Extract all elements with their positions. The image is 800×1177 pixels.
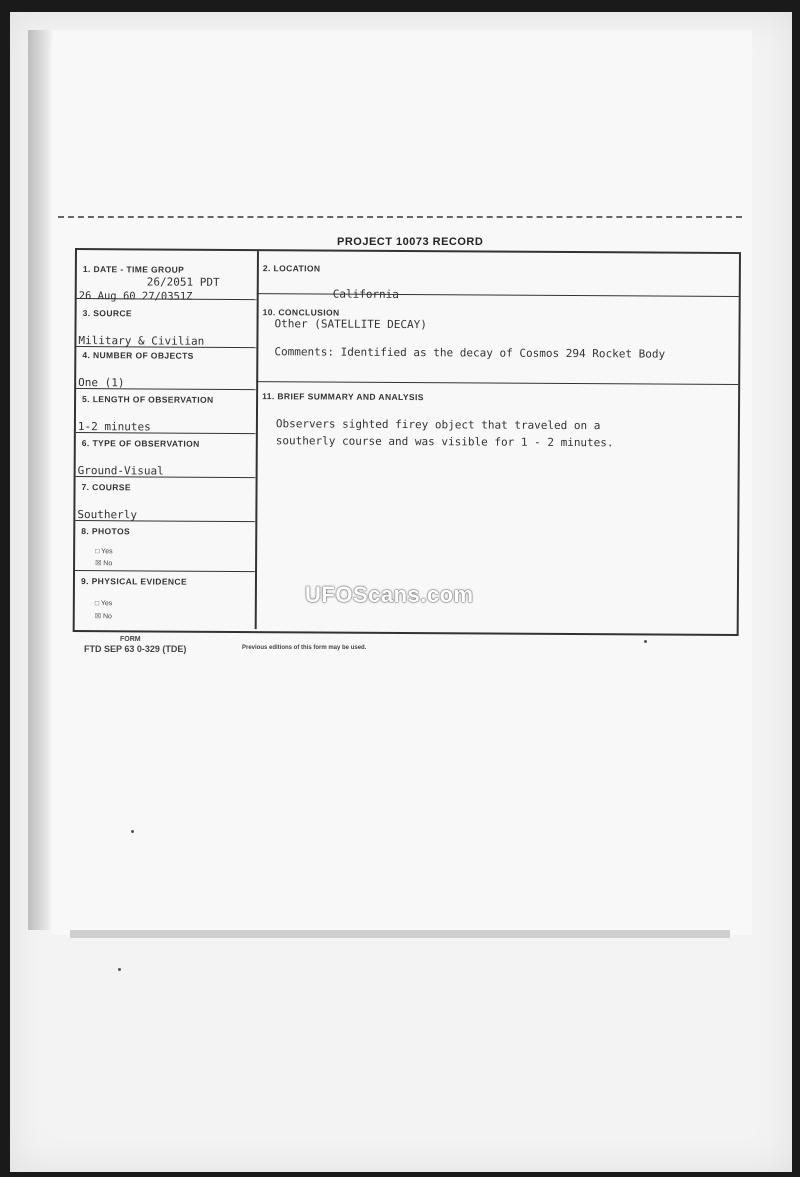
photos-yes-label: Yes [101,548,113,556]
checkbox-icon: □ [94,600,101,608]
form-label: FORM [120,636,141,643]
checkbox-icon: ☒ [94,613,104,621]
evidence-label: 9. PHYSICAL EVIDENCE [80,576,188,587]
form-id: FTD SEP 63 0-329 (TDE) [84,644,187,654]
speck [118,968,121,971]
objects-label: 4. NUMBER OF OBJECTS [82,350,194,361]
summary-line-1: Observers sighted firey object that traveled on a [275,417,601,433]
row-divider [257,293,739,297]
course-label: 7. COURSE [81,482,131,493]
photos-no-option [95,559,112,567]
row-divider [256,381,738,385]
form-note: Previous editions of this form may be used. [242,645,367,651]
conclusion-label: 10. CONCLUSION [262,307,340,318]
evidence-no-option [95,612,112,620]
column-divider [255,251,259,629]
scan-shadow [28,30,50,930]
type-label: 6. TYPE OF OBSERVATION [81,438,200,449]
date-time-local: 26/2051 PDT [146,275,220,289]
evidence-yes-label: Yes [100,600,113,608]
summary-label: 11. BRIEF SUMMARY AND ANALYSIS [262,391,424,403]
speck [131,830,134,833]
watermark-text: UFOScans.com [305,582,474,607]
conclusion-value: Other (SATELLITE DECAY) [274,317,427,332]
photos-yes-option [95,548,113,555]
speck [644,640,647,643]
date-time-gmt: 26 Aug 60 27/0351Z [78,290,193,303]
summary-line-2: southerly course and was visible for 1 - 2 minutes. [275,434,614,450]
sheet-edge [70,930,730,938]
record-title: PROJECT 10073 RECORD [337,236,484,248]
location-label: 2. LOCATION [262,263,321,274]
checkbox-icon: ☒ [95,560,104,568]
type-value: Ground-Visual [77,464,164,478]
record-form [73,248,741,636]
length-value: 1-2 minutes [77,420,151,434]
photos-no-label: No [103,560,113,568]
conclusion-comments: Comments: Identified as the decay of Cosmos 294 Rocket Body [274,345,666,361]
checkbox-icon: □ [95,548,102,556]
evidence-yes-option [95,600,113,607]
location-value: California [332,287,399,301]
photos-label: 8. PHOTOS [81,526,131,537]
row-divider [75,570,255,572]
source-label: 3. SOURCE [82,308,133,319]
source-value: Military & Civilian [78,334,205,348]
length-label: 5. LENGTH OF OBSERVATION [82,394,214,405]
objects-value: One (1) [78,376,125,390]
evidence-no-label: No [102,613,112,621]
course-value: Southerly [77,508,138,522]
cut-line [58,216,742,218]
date-time-label: 1. DATE - TIME GROUP [82,264,185,275]
